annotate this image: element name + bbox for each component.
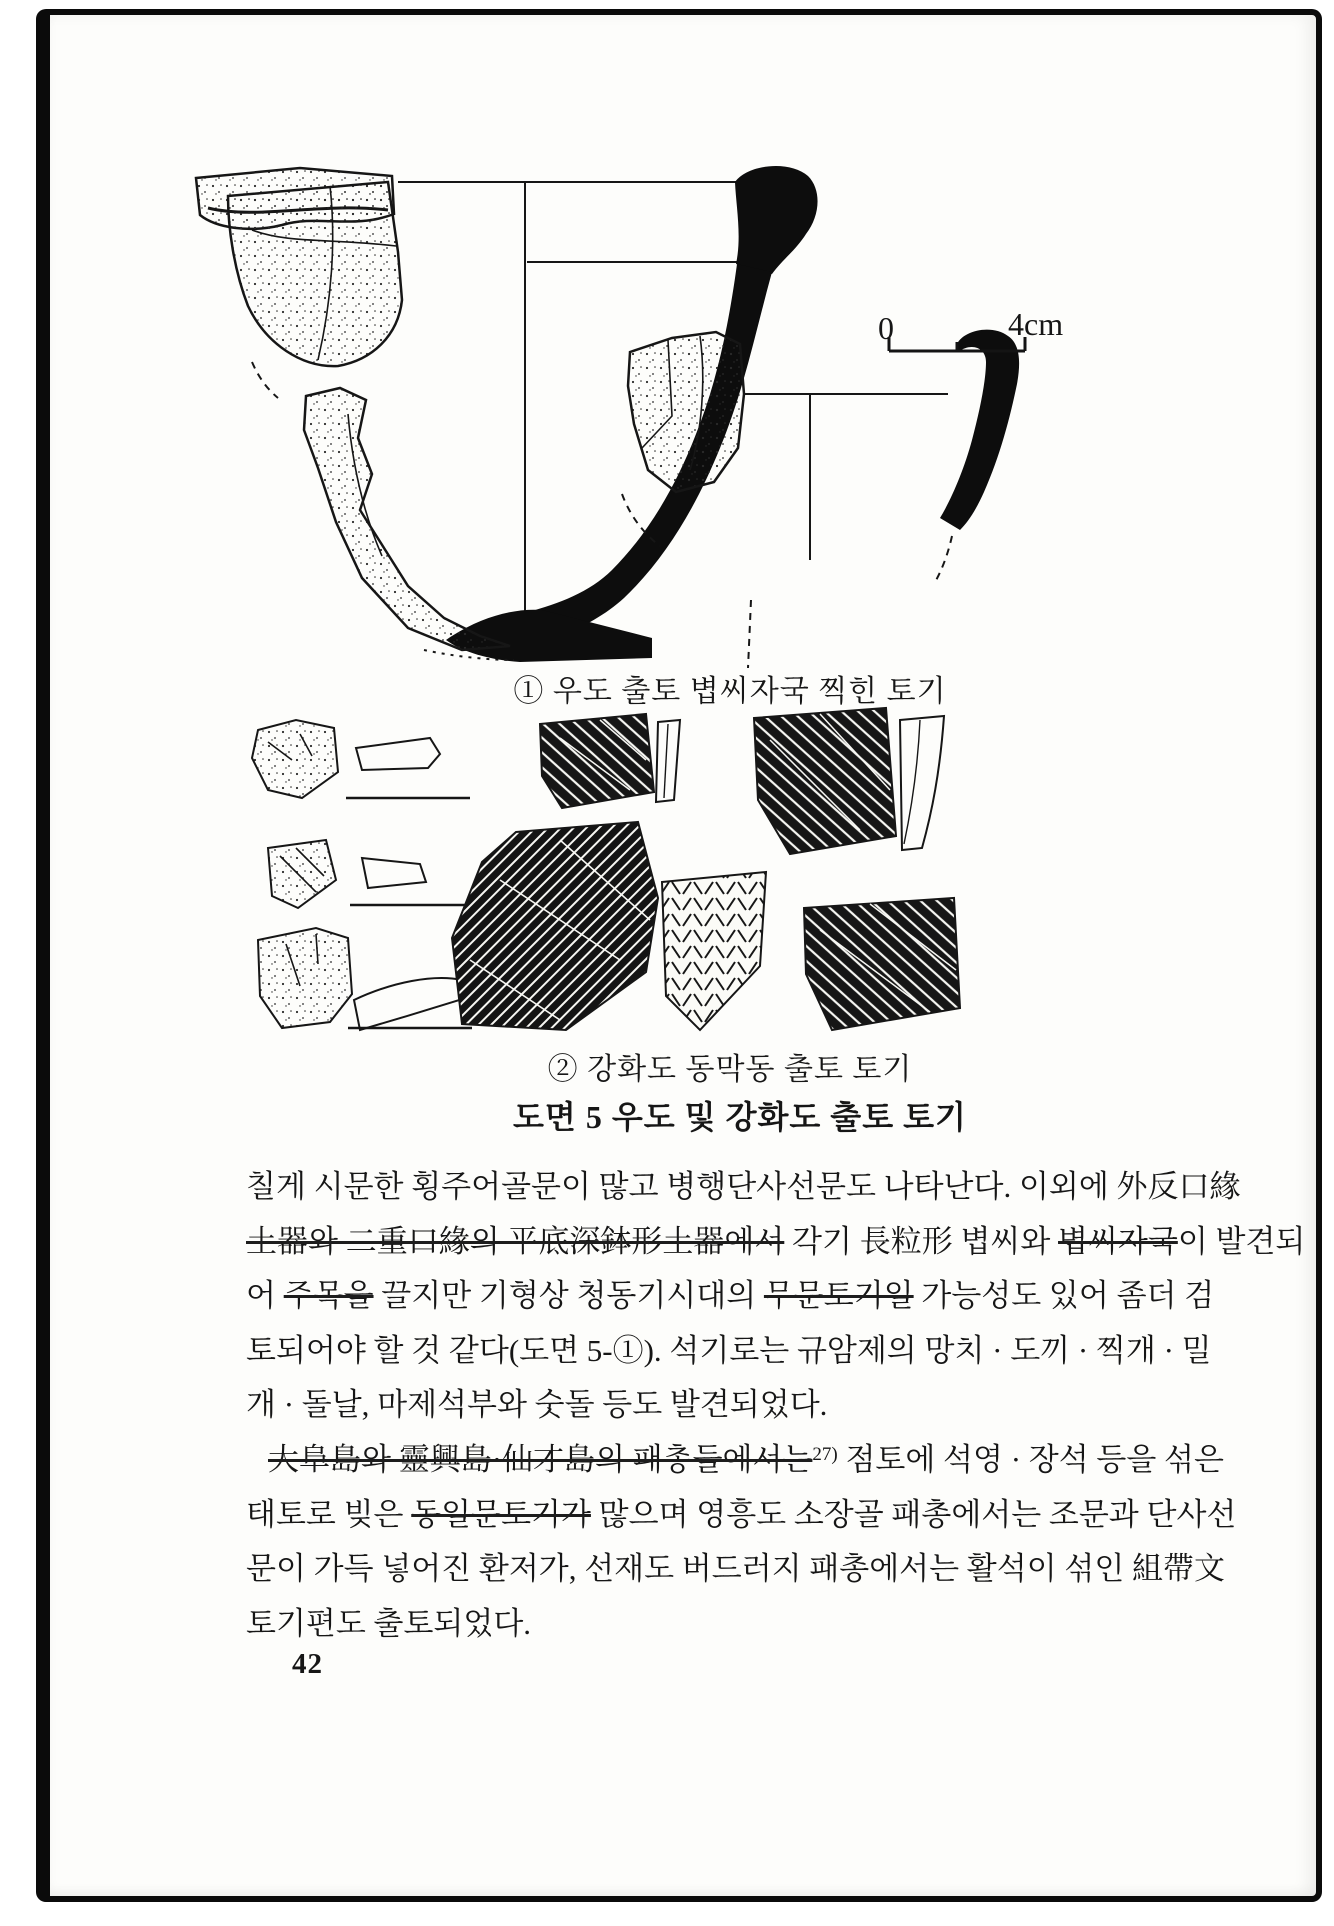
vessel-drawing-right xyxy=(622,330,1019,584)
body-text-line xyxy=(246,1160,1241,1215)
body-text-line xyxy=(246,1324,1212,1379)
struck-text-segment: 볍씨자국 xyxy=(1058,1223,1178,1259)
scale-length-label: 4cm xyxy=(1008,306,1064,342)
body-text-block xyxy=(246,1160,1306,1651)
text-segment: 칠게 시문한 횡주어골문이 많고 병행단사선문도 나타난다. 이외에 外反口緣 xyxy=(246,1169,1241,1204)
text-segment: 가능성도 있어 좀더 검 xyxy=(913,1278,1215,1314)
sherd-drawings xyxy=(252,708,960,1030)
body-text-line xyxy=(246,1378,1024,1433)
struck-text-segment: 土器와 二重口緣의 平底深鉢形土器에서 xyxy=(246,1223,785,1259)
text-segment: 각기 長粒形 볍씨와 xyxy=(784,1223,1059,1259)
text-segment: 어 xyxy=(246,1278,284,1314)
struck-text-segment: 동일문토기가 xyxy=(411,1496,591,1532)
body-text-line xyxy=(246,1542,1226,1597)
figure-caption-main: 도면 5 우도 및 강화도 출토 토기 xyxy=(513,1099,967,1135)
scale-zero-label: 0 xyxy=(878,310,894,346)
body-text-line xyxy=(246,1269,1215,1324)
body-text-line xyxy=(246,1215,1306,1270)
body-text-line xyxy=(246,1433,1224,1488)
text-segment: 끌지만 기형상 청동기시대의 xyxy=(373,1278,764,1314)
text-segment: 많으며 영흥도 소장골 패총에서는 조문과 단사선 xyxy=(590,1496,1237,1532)
footnote-reference: 27) xyxy=(812,1443,838,1465)
text-segment: 개 · 돌날, 마제석부와 숫돌 등도 발견되었다. xyxy=(246,1387,828,1423)
text-segment: 토되어야 할 것 같다(도면 5-①). 석기로는 규암제의 망치 · 도끼 · 찍개 · 밀 xyxy=(246,1332,1212,1368)
figure-caption-sherds: ② 강화도 동막동 출토 토기 xyxy=(547,1053,913,1086)
text-segment: 점토에 석영 · 장석 등을 섞은 xyxy=(837,1441,1224,1477)
figure-caption-vessels: ① 우도 출토 볍씨자국 찍힌 토기 xyxy=(513,675,947,708)
struck-text-segment: 大阜島와 靈興島·仙才島의 패총들에서는 xyxy=(268,1441,813,1477)
struck-text-segment: 주목을 xyxy=(283,1278,374,1314)
page-number: 42 xyxy=(292,1648,323,1680)
body-text-line xyxy=(246,1597,1024,1652)
text-segment: 태토로 빚은 xyxy=(246,1496,412,1532)
text-segment: 이 발견되 xyxy=(1177,1223,1306,1259)
text-segment: 문이 가득 넣어진 환저가, 선재도 버드러지 패총에서는 활석이 섞인 組帶文 xyxy=(246,1551,1226,1587)
text-segment: 토기편도 출토되었다. xyxy=(246,1605,532,1641)
body-text-line xyxy=(246,1488,1237,1543)
struck-text-segment: 무문토기일 xyxy=(763,1278,914,1314)
